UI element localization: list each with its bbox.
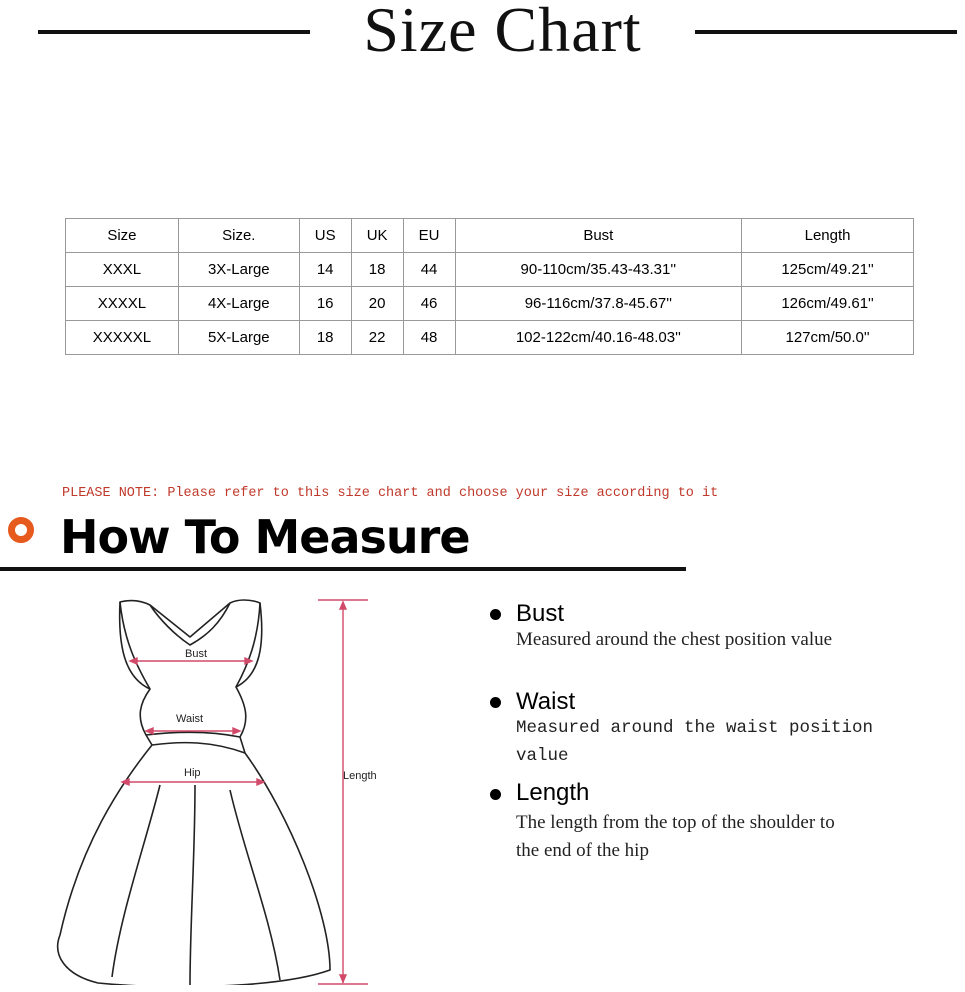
table-cell: 22 xyxy=(351,321,403,355)
table-cell: 44 xyxy=(403,253,455,287)
table-cell: 46 xyxy=(403,287,455,321)
table-row xyxy=(66,287,914,321)
definition-term: Bust xyxy=(516,600,565,627)
table-cell: 18 xyxy=(351,253,403,287)
table-cell: 125cm/49.21'' xyxy=(742,253,914,287)
table-row xyxy=(66,253,914,287)
table-cell: 14 xyxy=(299,253,351,287)
dress-waistband-top xyxy=(146,732,240,737)
dress-armhole-left xyxy=(120,602,150,689)
title-rule-left xyxy=(38,30,310,34)
bullet-icon xyxy=(490,609,501,620)
size-note: PLEASE NOTE: Please refer to this size chart and choose your size according to it xyxy=(62,486,719,501)
table-header-cell: EU xyxy=(403,219,455,253)
page-title: Size Chart xyxy=(363,0,642,65)
waist-arrow-left xyxy=(146,728,153,734)
table-header-cell: Size. xyxy=(178,219,299,253)
waist-arrow-right xyxy=(233,728,240,734)
dress-fold-3 xyxy=(230,790,280,980)
table-cell: 16 xyxy=(299,287,351,321)
bullet-icon xyxy=(490,697,501,708)
table-header-cell: UK xyxy=(351,219,403,253)
table-header-cell: Bust xyxy=(455,219,742,253)
dress-waistband-bottom xyxy=(152,743,245,753)
bust-arrow-left xyxy=(130,658,137,664)
hip-label: Hip xyxy=(184,767,201,779)
length-definition xyxy=(490,779,950,869)
table-header-row xyxy=(66,219,914,253)
table-cell: 3X-Large xyxy=(178,253,299,287)
table-cell: 48 xyxy=(403,321,455,355)
definition-desc-line2: the end of the hip xyxy=(516,840,649,861)
table-row xyxy=(66,321,914,355)
dress-diagram xyxy=(40,585,400,985)
table-header-cell: Length xyxy=(742,219,914,253)
length-label: Length xyxy=(343,770,377,782)
table-cell: 20 xyxy=(351,287,403,321)
table-cell: XXXXL xyxy=(66,287,179,321)
how-to-measure-rule xyxy=(0,567,686,571)
table-cell: 127cm/50.0'' xyxy=(742,321,914,355)
title-rule-right xyxy=(695,30,957,34)
bust-arrow-right xyxy=(245,658,252,664)
table-header-cell: Size xyxy=(66,219,179,253)
table-cell: 5X-Large xyxy=(178,321,299,355)
definition-desc-line1: The length from the top of the shoulder to xyxy=(516,812,835,833)
table-cell: 18 xyxy=(299,321,351,355)
definition-desc: Measured around the waist position value xyxy=(516,718,874,766)
table-cell: XXXL xyxy=(66,253,179,287)
table-cell: 96-116cm/37.8-45.67'' xyxy=(455,287,742,321)
table-cell: 126cm/49.61'' xyxy=(742,287,914,321)
orange-circle-icon xyxy=(8,517,34,543)
size-table xyxy=(65,218,914,355)
waist-label: Waist xyxy=(176,713,204,725)
length-arrow-bottom xyxy=(340,975,346,982)
table-cell: 4X-Large xyxy=(178,287,299,321)
table-cell: 102-122cm/40.16-48.03'' xyxy=(455,321,742,355)
dress-fold-2 xyxy=(190,785,195,985)
size-chart-header xyxy=(0,0,965,70)
bust-definition xyxy=(490,600,950,660)
definition-desc: Measured around the chest position value xyxy=(516,629,833,650)
how-to-measure-header xyxy=(0,505,700,575)
dress-fold-1 xyxy=(112,785,160,977)
definition-term: Waist xyxy=(516,688,576,715)
table-cell: XXXXXL xyxy=(66,321,179,355)
bullet-icon xyxy=(490,789,501,800)
dress-armhole-right xyxy=(236,603,260,687)
waist-definition xyxy=(490,688,950,766)
definition-term: Length xyxy=(516,779,590,806)
length-arrow-top xyxy=(340,602,346,609)
dress-neckline xyxy=(150,603,230,645)
how-to-measure-title: How To Measure xyxy=(60,510,470,564)
table-cell: 90-110cm/35.43-43.31'' xyxy=(455,253,742,287)
bust-label: Bust xyxy=(185,648,208,660)
table-header-cell: US xyxy=(299,219,351,253)
